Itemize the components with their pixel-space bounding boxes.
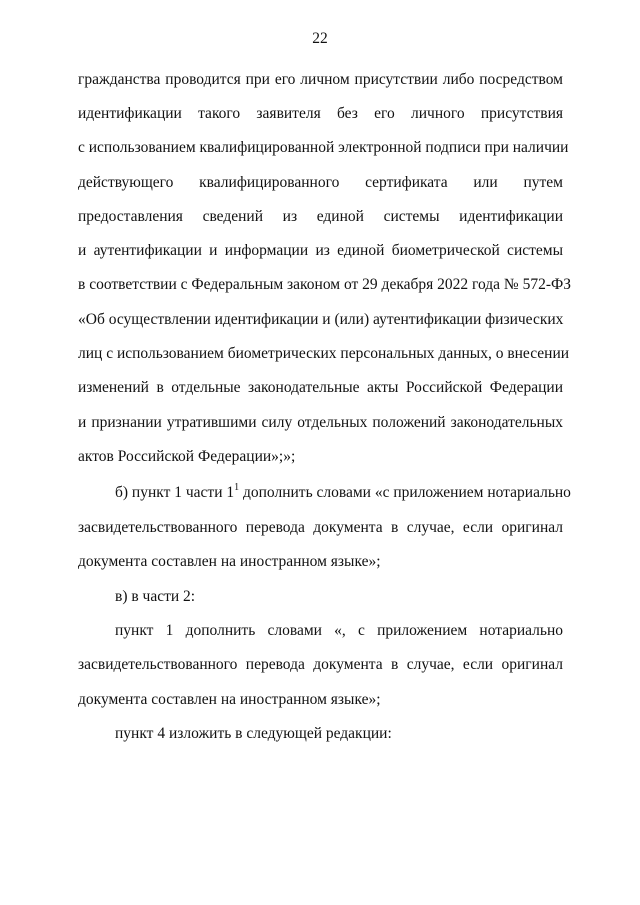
text-line: «Об осуществлении идентификации и (или) аутентификации физических [78,311,564,328]
text-line: предоставления сведений из единой системы идентификации [78,208,563,225]
text-line: актов Российской Федерации»;»; [78,448,296,465]
text-line: документа составлен на иностранном языке»; [78,691,381,708]
superscript: 1 [234,482,240,493]
text-line: изменений в отдельные законодательные акты Российской Федерации [78,379,563,396]
paragraph-b-start: б) пункт 1 части 1 [115,484,235,501]
text-line: засвидетельствованного перевода документа в случае, если оригинал [78,519,563,536]
page-number: 22 [312,30,328,47]
text-line: лиц с использованием биометрических персональных данных, о внесении [78,345,570,362]
text-line: в соответствии с Федеральным законом от 29 декабря 2022 года № 572-ФЗ [78,276,572,293]
text-line: с использованием квалифицированной электронной подписи при наличии [78,139,569,156]
text-line: в) в части 2: [115,588,196,605]
text-line: документа составлен на иностранном языке»; [78,553,381,570]
text-line: пункт 1 дополнить словами «, с приложением нотариально [115,622,563,639]
text-line: засвидетельствованного перевода документа в случае, если оригинал [78,656,563,673]
text-line: действующего квалифицированного сертификата или путем [78,174,563,191]
text-line: пункт 4 изложить в следующей редакции: [115,725,392,742]
text-line: идентификации такого заявителя без его личного присутствия [78,105,563,122]
text-line: гражданства проводится при его личном присутствии либо посредством [78,71,563,88]
text-line: и аутентификации и информации из единой биометрической системы [78,242,563,259]
paragraph-b-first-line [115,482,571,503]
text-line: и признании утратившими силу отдельных положений законодательных [78,414,563,431]
paragraph-b-rest: дополнить словами «с приложением нотариально [239,484,571,501]
